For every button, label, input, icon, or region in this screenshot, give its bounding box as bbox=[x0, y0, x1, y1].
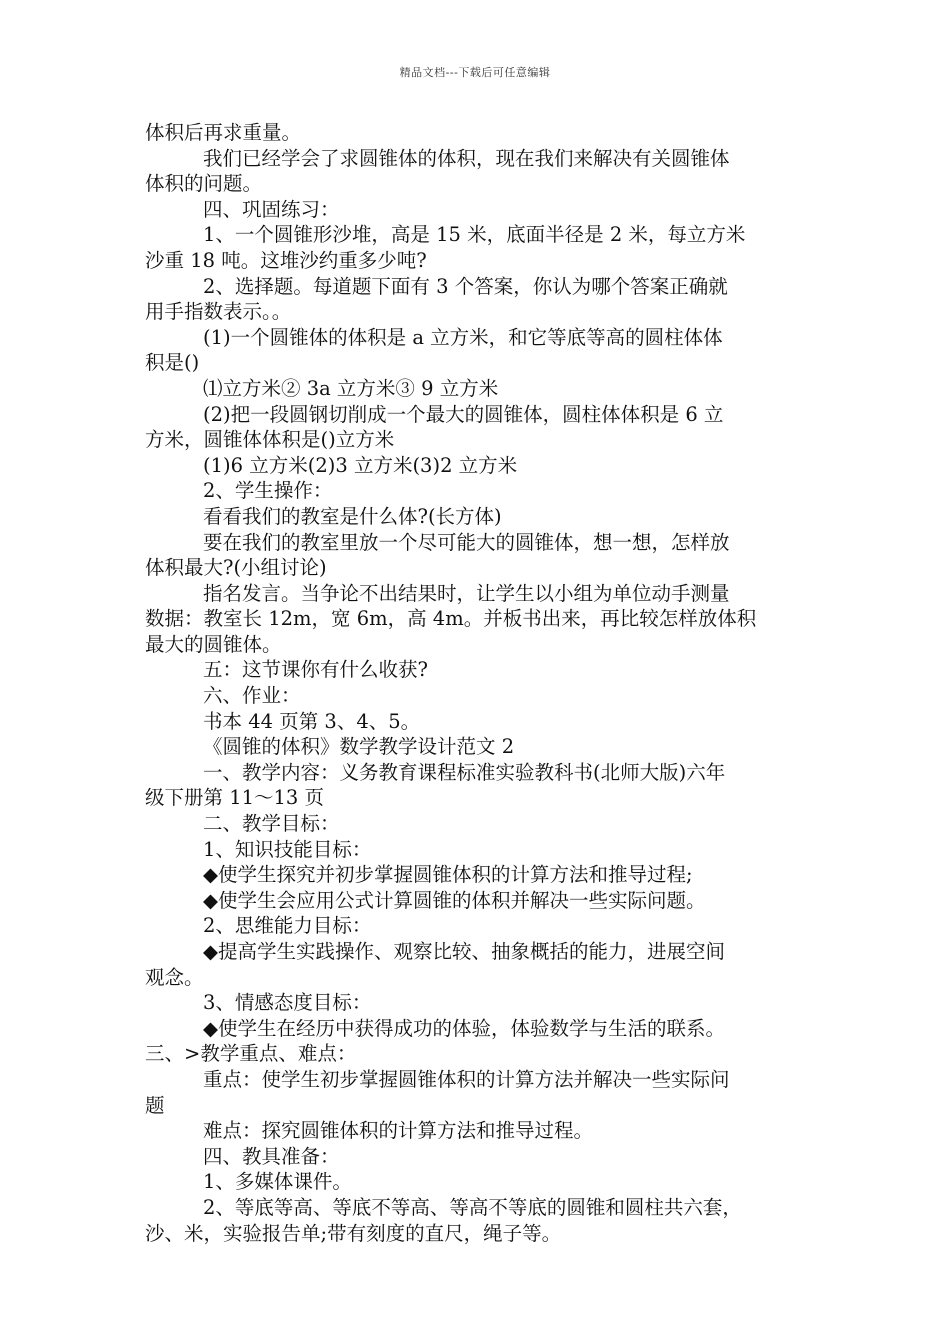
text-line: 难点：探究圆锥体积的计算方法和推导过程。 bbox=[203, 1119, 594, 1143]
text-line: 体积的问题。 bbox=[145, 172, 263, 196]
text-line: 2、等底等高、等底不等高、等高不等底的圆锥和圆柱共六套， bbox=[203, 1195, 742, 1219]
text-line: 看看我们的教室是什么体?(长方体) bbox=[203, 504, 502, 528]
text-line: ◆使学生会应用公式计算圆锥的体积并解决一些实际问题。 bbox=[203, 888, 706, 912]
text-line: 2、思维能力目标： bbox=[203, 914, 372, 938]
page-header: 精品文档---下载后可任意编辑 bbox=[399, 66, 551, 79]
document-body bbox=[145, 120, 815, 1246]
text-line: 四、巩固练习： bbox=[203, 197, 340, 221]
text-line: 题 bbox=[145, 1093, 165, 1117]
text-line: 1、多媒体课件。 bbox=[203, 1170, 352, 1194]
text-line: 一、教学内容：义务教育课程标准实验教科书(北师大版)六年 bbox=[203, 760, 726, 784]
text-line: 观念。 bbox=[145, 965, 204, 989]
text-line: 2、选择题。每道题下面有 3 个答案，你认为哪个答案正确就 bbox=[203, 274, 728, 298]
text-line: 三、>教学重点、难点： bbox=[145, 1042, 357, 1066]
text-line: (1)一个圆锥体的体积是 a 立方米，和它等底等高的圆柱体体 bbox=[203, 325, 723, 349]
text-line: 重点：使学生初步掌握圆锥体积的计算方法并解决一些实际问 bbox=[203, 1067, 730, 1091]
text-line: 1、知识技能目标： bbox=[203, 837, 372, 861]
text-line: 体积后再求重量。 bbox=[145, 121, 302, 144]
text-line: 四、教具准备： bbox=[203, 1144, 340, 1168]
text-line: ⑴立方米② 3a 立方米③ 9 立方米 bbox=[203, 376, 499, 400]
text-line: 五：这节课你有什么收获? bbox=[203, 658, 428, 682]
text-line: 二、教学目标： bbox=[203, 812, 340, 836]
text-line: 最大的圆锥体。 bbox=[145, 632, 282, 656]
text-line: 书本 44 页第 3、4、5。 bbox=[203, 709, 421, 733]
text-line: 1、一个圆锥形沙堆，高是 15 米，底面半径是 2 米，每立方米 bbox=[203, 223, 746, 247]
text-line: (1)6 立方米(2)3 立方米(3)2 立方米 bbox=[203, 453, 518, 477]
text-line: (2)把一段圆钢切削成一个最大的圆锥体，圆柱体体积是 6 立 bbox=[203, 402, 724, 426]
text-line: 指名发言。当争论不出结果时，让学生以小组为单位动手测量 bbox=[203, 581, 730, 605]
text-line: 我们已经学会了求圆锥体的体积，现在我们来解决有关圆锥体 bbox=[203, 146, 730, 170]
text-line: 沙、米，实验报告单;带有刻度的直尺，绳子等。 bbox=[145, 1221, 562, 1245]
text-line: 六、作业： bbox=[203, 684, 301, 708]
text-line: 用手指数表示。。 bbox=[145, 300, 292, 324]
text-line: 沙重 18 吨。这堆沙约重多少吨? bbox=[145, 248, 427, 272]
text-line: 3、情感态度目标： bbox=[203, 991, 372, 1015]
text-line: 体积最大?(小组讨论) bbox=[145, 556, 327, 580]
text-line: 积是() bbox=[145, 351, 200, 375]
text-line: ◆使学生探究并初步掌握圆锥体积的计算方法和推导过程; bbox=[203, 863, 693, 887]
text-line: ◆使学生在经历中获得成功的体验，体验数学与生活的联系。 bbox=[203, 1016, 725, 1040]
text-line: 数据：教室长 12m，宽 6m，高 4m。并板书出来，再比较怎样放体积 bbox=[145, 607, 757, 631]
text-line: 2、学生操作： bbox=[203, 479, 333, 503]
text-line: 《圆锥的体积》数学教学设计范文 2 bbox=[203, 735, 515, 759]
text-line: 级下册第 11～13 页 bbox=[145, 786, 325, 810]
text-line: 要在我们的教室里放一个尽可能大的圆锥体，想一想，怎样放 bbox=[203, 530, 730, 554]
text-line: 方米，圆锥体体积是()立方米 bbox=[145, 428, 395, 452]
text-line: ◆提高学生实践操作、观察比较、抽象概括的能力，进展空间 bbox=[203, 940, 725, 963]
